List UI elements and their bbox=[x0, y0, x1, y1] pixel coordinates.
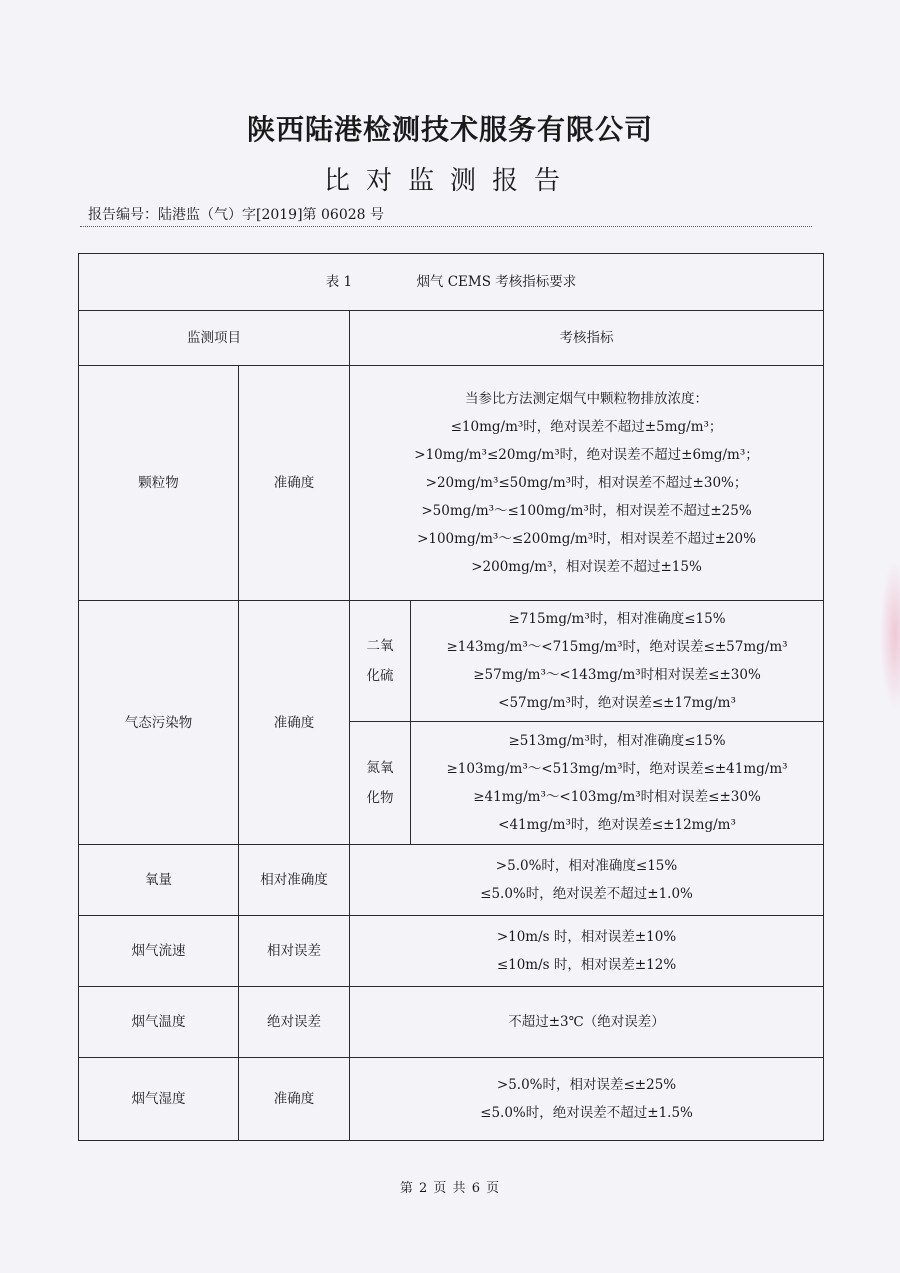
table-caption bbox=[79, 254, 824, 311]
criteria-line: >10mg/m³≤20mg/m³时，绝对误差不超过±6mg/m³； bbox=[414, 447, 759, 463]
subitem-so2-line2: 化硫 bbox=[366, 668, 394, 684]
criteria-oxygen bbox=[350, 845, 824, 916]
document-title: 比对监测报告 bbox=[323, 166, 576, 196]
table-row bbox=[79, 601, 824, 722]
criteria-line: ≤10mg/m³时，绝对误差不超过±5mg/m³； bbox=[450, 419, 723, 435]
criteria-line: <57mg/m³时，绝对误差≤±17mg/m³ bbox=[498, 695, 736, 711]
criteria-line: ≥103mg/m³～<513mg/m³时，绝对误差≤±41mg/m³ bbox=[446, 761, 788, 777]
criteria-line: ≤10m/s 时，相对误差±12% bbox=[496, 957, 677, 973]
type-gaseous: 准确度 bbox=[239, 601, 350, 845]
criteria-line: >5.0%时，相对准确度≤15% bbox=[495, 858, 678, 874]
item-oxygen: 氧量 bbox=[79, 845, 239, 916]
criteria-line: >20mg/m³≤50mg/m³时，相对误差不超过±30%； bbox=[425, 475, 748, 491]
type-temperature: 绝对误差 bbox=[239, 987, 350, 1058]
report-number: 报告编号：陆港监（气）字[2019]第 06028 号 bbox=[88, 207, 384, 223]
table-row bbox=[79, 987, 824, 1058]
criteria-nox bbox=[411, 722, 824, 845]
type-velocity: 相对误差 bbox=[239, 916, 350, 987]
seal-stamp-edge bbox=[880, 560, 900, 710]
subitem-nox-line2: 化物 bbox=[366, 790, 394, 806]
type-oxygen: 相对准确度 bbox=[239, 845, 350, 916]
table-row bbox=[79, 916, 824, 987]
criteria-line: >10m/s 时，相对误差±10% bbox=[496, 929, 677, 945]
item-temperature: 烟气温度 bbox=[79, 987, 239, 1058]
item-gaseous: 气态污染物 bbox=[79, 601, 239, 845]
table-row bbox=[79, 366, 824, 601]
criteria-line: ≥57mg/m³～<143mg/m³时相对误差≤±30% bbox=[473, 667, 761, 683]
criteria-line: ≥513mg/m³时，相对准确度≤15% bbox=[508, 733, 726, 749]
criteria-particulate bbox=[350, 366, 824, 601]
subitem-so2 bbox=[350, 601, 411, 722]
criteria-line: ≤5.0%时，绝对误差不超过±1.0% bbox=[480, 886, 693, 902]
subitem-nox bbox=[350, 722, 411, 845]
table-row bbox=[79, 845, 824, 916]
criteria-line: ≤5.0%时，绝对误差不超过±1.5% bbox=[480, 1105, 693, 1121]
column-header-item: 监测项目 bbox=[79, 311, 350, 366]
company-name: 陕西陆港检测技术服务有限公司 bbox=[246, 113, 653, 146]
item-particulate: 颗粒物 bbox=[79, 366, 239, 601]
criteria-line: 当参比方法测定烟气中颗粒物排放浓度： bbox=[465, 391, 709, 407]
type-humidity: 准确度 bbox=[239, 1058, 350, 1141]
item-velocity: 烟气流速 bbox=[79, 916, 239, 987]
page-number: 第 2 页 共 6 页 bbox=[399, 1181, 501, 1196]
criteria-humidity bbox=[350, 1058, 824, 1141]
criteria-line: ≥143mg/m³～<715mg/m³时，绝对误差≤±57mg/m³ bbox=[446, 639, 788, 655]
criteria-line: >200mg/m³，相对误差不超过±15% bbox=[471, 559, 702, 575]
criteria-line: 不超过±3℃（绝对误差） bbox=[508, 1014, 665, 1030]
subitem-so2-line1: 二氧 bbox=[366, 638, 394, 654]
header-divider bbox=[80, 226, 812, 227]
criteria-line: >100mg/m³～≤200mg/m³时，相对误差不超过±20% bbox=[417, 531, 756, 547]
type-particulate: 准确度 bbox=[239, 366, 350, 601]
table-caption-text: 烟气 CEMS 考核指标要求 bbox=[416, 274, 577, 290]
subitem-nox-line1: 氮氧 bbox=[366, 760, 394, 776]
criteria-table bbox=[78, 253, 824, 1141]
criteria-temperature bbox=[350, 987, 824, 1058]
criteria-line: ≥41mg/m³～<103mg/m³时相对误差≤±30% bbox=[473, 789, 761, 805]
column-header-criteria: 考核指标 bbox=[350, 311, 824, 366]
criteria-line: >5.0%时，相对误差≤±25% bbox=[496, 1077, 677, 1093]
table-number: 表 1 bbox=[325, 274, 353, 290]
criteria-line: >50mg/m³～≤100mg/m³时，相对误差不超过±25% bbox=[421, 503, 752, 519]
criteria-velocity bbox=[350, 916, 824, 987]
table-row bbox=[79, 1058, 824, 1141]
criteria-line: ≥715mg/m³时，相对准确度≤15% bbox=[508, 611, 726, 627]
item-humidity: 烟气湿度 bbox=[79, 1058, 239, 1141]
criteria-so2 bbox=[411, 601, 824, 722]
criteria-line: <41mg/m³时，绝对误差≤±12mg/m³ bbox=[498, 817, 736, 833]
